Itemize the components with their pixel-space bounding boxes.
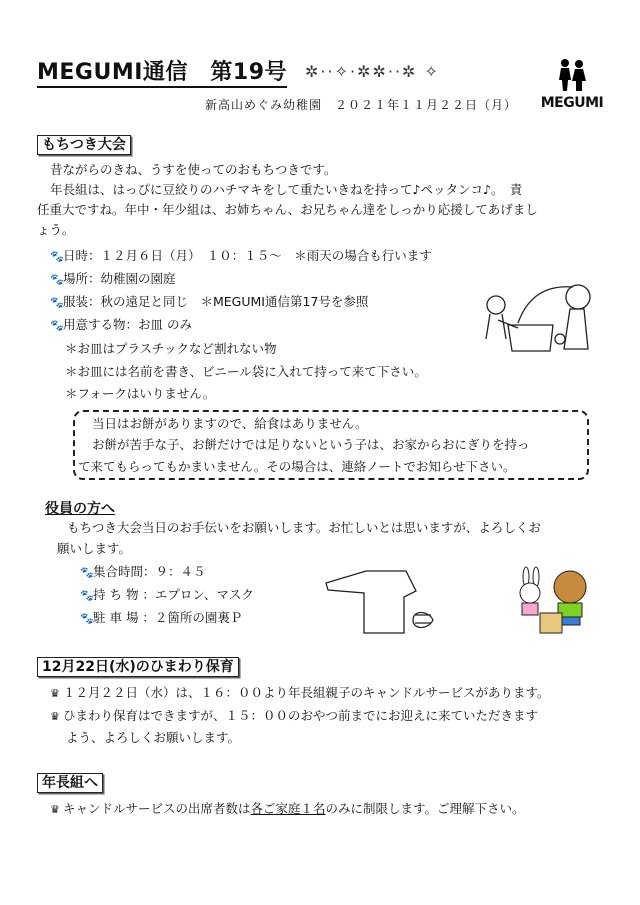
star-decoration-icon: ✲··✧·✲✲··✲ ✧ [305, 62, 440, 81]
crown-icon: ♛ [50, 710, 60, 723]
list-item: ♛ ひまわり保育はできますが、１５：００のおやつ前までにお迎えに来ていただきます [50, 708, 539, 723]
megumi-logo [540, 58, 604, 110]
notice-line: 当日はお餅がありますので、給食はありません。 [92, 416, 368, 431]
newsletter-title: MEGUMI通信 第19号 [37, 60, 287, 88]
paragraph-line: 任重大ですね。年中・年少組は、お姉ちゃん、お兄ちゃん達をしっかり応援してあげまし [37, 202, 538, 217]
section-heading-nencho: 年長組へ [37, 773, 103, 793]
list-item: ♛ １２月２２日（水）は、１６：００より年長組親子のキャンドルサービスがあります。 [50, 685, 550, 700]
paragraph-line: もちつき大会当日のお手伝いをお願いします。お忙しいとは思いますが、よろしくお [67, 520, 541, 535]
notice-line: お餅が苦手な子、お餅だけでは足りないという子は、お家からおにぎりを持っ [92, 437, 530, 452]
paw-icon: 🐾 [50, 296, 64, 309]
paw-icon: 🐾 [80, 566, 94, 579]
note-line: ＊お皿はプラスチックなど割れない物 [65, 341, 277, 356]
apron-mask-illustration [318, 565, 443, 635]
paw-icon: 🐾 [50, 273, 64, 286]
rabbit-bear-illustration [512, 565, 612, 640]
list-item: 🐾日時：１２月６日（月） １０：１５～ ＊雨天の場合も行います [50, 248, 432, 263]
paw-icon: 🐾 [80, 589, 94, 602]
paw-icon: 🐾 [80, 612, 94, 625]
list-item: 🐾服装：秋の遠足と同じ ＊MEGUMI通信第17号を参照 [50, 294, 369, 309]
paragraph-line: ょう。 [37, 222, 75, 237]
logo-text: MEGUMI [540, 95, 604, 111]
children-silhouette-icon [552, 58, 592, 92]
paw-icon: 🐾 [50, 250, 64, 263]
list-item: 🐾集合時間：９：４５ [80, 564, 206, 579]
paragraph-line: 願いします。 [57, 541, 132, 556]
paragraph-line: 年長組は、はっぴに豆絞りのハチマキをして重たいきねを持って♪ペッタンコ♪。 責 [50, 182, 523, 197]
crown-icon: ♛ [50, 687, 60, 700]
list-item: ♛ キャンドルサービスの出席者数は各ご家庭１名のみに制限します。ご理解下さい。 [50, 801, 525, 816]
paragraph-line: よう、よろしくお願いします。 [66, 730, 241, 745]
paragraph-line: 昔ながらのきね、うすを使ってのおもちつきです。 [50, 162, 337, 177]
section-heading-himawari: 12月22日(水)のひまわり保育 [37, 657, 239, 677]
section-heading-mochitsuki: もちつき大会 [37, 135, 131, 155]
list-item: 🐾用意する物：お皿 のみ [50, 317, 192, 332]
section-heading-officers: 役員の方へ [45, 501, 115, 517]
school-date: 新高山めぐみ幼稚園 ２０２１年１１月２２日（月） [205, 98, 518, 112]
note-line: ＊フォークはいりません。 [65, 386, 216, 401]
list-item: 🐾持 ち 物 ：エプロン、マスク [80, 587, 254, 602]
list-item: 🐾場所：幼稚園の園庭 [50, 271, 176, 286]
mochitsuki-illustration [478, 275, 608, 355]
notice-line: て来てもらってもかまいません。その場合は、連絡ノートでお知らせ下さい。 [78, 459, 516, 474]
crown-icon: ♛ [50, 803, 60, 816]
list-item: 🐾駐 車 場 ：２箇所の園裏Ｐ [80, 610, 243, 625]
note-line: ＊お皿には名前を書き、ビニール袋に入れて持って来て下さい。 [65, 364, 427, 379]
paw-icon: 🐾 [50, 319, 64, 332]
